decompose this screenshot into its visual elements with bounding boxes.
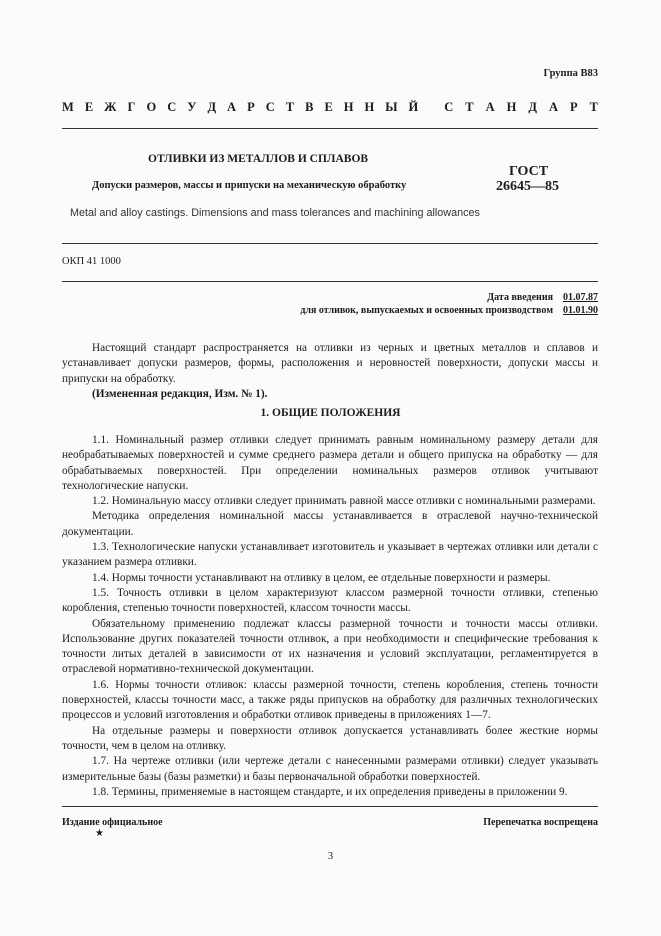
title-rule	[62, 243, 598, 244]
gost-label: ГОСТ	[509, 164, 549, 179]
banner-letter: Н	[343, 100, 354, 114]
section-paragraph: 1.4. Нормы точности устанавливают на отливку в целом, ее отдельные поверхности и размеры.	[92, 571, 551, 584]
banner-letter: Й	[408, 100, 419, 114]
banner-letter: Д	[528, 100, 537, 114]
banner-letter: О	[146, 100, 157, 114]
banner-letter: Р	[247, 100, 255, 114]
section-paragraph: 1.1. Номинальный размер отливки следует принимать равным номинальному размеру детали для необрабатываемых поверхностей и сумме среднего размера детали и общего припуска на обработку — для обрабатываемых поверхностей. При определении номинальных размеров отливок учитывают технологические напуски.	[62, 434, 598, 492]
intro-date-label: Дата введения	[487, 292, 553, 303]
banner-letter: Т	[285, 100, 295, 114]
banner-letter: Г	[127, 100, 136, 114]
intro-date-row	[487, 292, 598, 303]
interstate-standard-banner	[62, 100, 598, 115]
banner-letter: А	[485, 100, 495, 114]
mastered-date-value: 01.01.90	[563, 305, 598, 316]
english-title: Metal and alloy castings. Dimensions and mass tolerances and machining allowances	[70, 207, 480, 219]
section-paragraph: 1.7. На чертеже отливки (или чертеже детали с нанесенными размерами отливки) следует указывать измерительные базы (базы разметки) и базы первоначальной обработки поверхностей.	[62, 755, 598, 783]
banner-letter: М	[62, 100, 74, 114]
intro-date-value: 01.07.87	[563, 292, 598, 303]
section-paragraph: 1.3. Технологические напуски устанавливает изготовитель и указывает в чертежах отливки или детали с указанием размера отливки.	[62, 541, 598, 569]
banner-letter: С	[444, 100, 454, 114]
banner-letter: Н	[364, 100, 375, 114]
edition-note: (Измененная редакция, Изм. № 1).	[92, 387, 268, 400]
banner-letter: Ж	[104, 100, 117, 114]
banner-letter: Д	[207, 100, 217, 114]
section-paragraph: 1.8. Термины, применяемые в настоящем стандарте, и их определения приведены в приложении 9.	[92, 785, 568, 798]
banner-letter: С	[265, 100, 275, 114]
group-code: Группа В83	[543, 68, 598, 79]
section-paragraph: 1.6. Нормы точности отливок: классы размерной точности, степень коробления, степень точности поверхностей, классы точности масс, а также ряды припусков на обработку для различных технологических процессов и условий изготовления и обработки отливок приведены в приложениях 1—7.	[62, 678, 598, 722]
banner-letter: В	[305, 100, 314, 114]
document-title: ОТЛИВКИ ИЗ МЕТАЛЛОВ И СПЛАВОВ	[148, 153, 369, 165]
banner-letter: С	[167, 100, 177, 114]
section-body	[62, 433, 598, 800]
banner-letter: Е	[84, 100, 94, 114]
gost-number: 26645—85	[496, 179, 559, 194]
section-paragraph: Методика определения номинальной массы устанавливается в отраслевой научно-технической документации.	[62, 510, 598, 538]
banner-letter: А	[227, 100, 237, 114]
official-edition-label: Издание официальное	[62, 817, 163, 828]
banner-letter: У	[187, 100, 197, 114]
reprint-prohibited-label: Перепечатка воспрещена	[483, 817, 598, 828]
standard-word	[444, 100, 598, 115]
section-paragraph: 1.2. Номинальную массу отливки следует принимать равной массе отливки с номинальными размерами.	[92, 495, 596, 508]
okp-rule	[62, 281, 598, 282]
star-icon: ★	[95, 828, 104, 839]
section-paragraph: На отдельные размеры и поверхности отливок допускается устанавливать более жесткие нормы точности, чем в целом на отливку.	[62, 724, 598, 752]
section-paragraph: 1.5. Точность отливки в целом характеризуют классом размерной точности отливки, степенью коробления, степенью точности поверхностей, классом точности массы.	[62, 586, 598, 615]
section-paragraph: Обязательному применению подлежат классы размерной точности и точности массы отливки. Использование других показателей точности отливок, а при необходимости и специфические требования к точности литых деталей в зависимости от их назначения и условий эксплуатации, регламентируется в отраслевой нормативно-технической документации.	[62, 617, 598, 676]
banner-letter: Т	[589, 100, 598, 114]
mastered-date-label: для отливок, выпускаемых и освоенных производством	[300, 305, 553, 316]
banner-letter: Н	[506, 100, 517, 114]
footer-rule	[62, 806, 598, 807]
okp-code: ОКП 41 1000	[62, 256, 121, 267]
section-heading: 1. ОБЩИЕ ПОЛОЖЕНИЯ	[260, 407, 401, 419]
document-subtitle: Допуски размеров, массы и припуски на механическую обработку	[92, 180, 407, 191]
page-number: 3	[327, 851, 334, 862]
banner-letter: Т	[465, 100, 474, 114]
intro-paragraph: Настоящий стандарт распространяется на отливки из черных и цветных металлов и сплавов и устанавливает допуски размеров, формы, расположения и неровностей поверхности, допуски массы и припуски на обработку.	[62, 342, 598, 385]
mastered-date-row	[300, 305, 598, 316]
banner-letter: Ы	[385, 100, 398, 114]
header-rule	[62, 128, 598, 129]
intro-block	[62, 341, 598, 402]
interstate-word	[62, 100, 418, 115]
banner-letter: Р	[570, 100, 578, 114]
banner-letter: А	[548, 100, 559, 114]
banner-letter: Е	[324, 100, 333, 114]
